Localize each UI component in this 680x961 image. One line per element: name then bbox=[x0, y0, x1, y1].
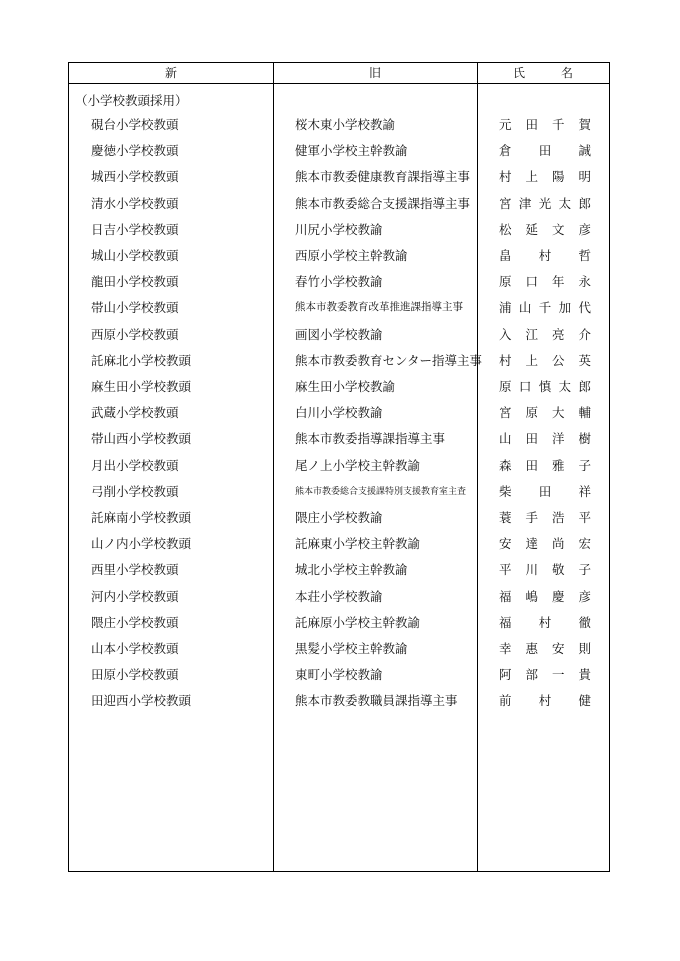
old-position: 城北小学校主幹教諭 bbox=[295, 562, 408, 578]
header-name: 氏 名 bbox=[512, 66, 573, 80]
table-row bbox=[69, 429, 609, 455]
new-position: 西里小学校教頭 bbox=[91, 562, 179, 578]
person-name: 幸 惠 安 則 bbox=[499, 641, 591, 656]
person-name: 柴 田 祥 bbox=[499, 483, 591, 499]
old-position: 本荘小学校教諭 bbox=[295, 588, 383, 604]
new-position: 河内小学校教頭 bbox=[91, 588, 179, 604]
header-old: 旧 bbox=[368, 66, 381, 80]
new-position: 武蔵小学校教頭 bbox=[91, 405, 179, 421]
old-position: 熊本市教委総合支援課特別支援教育室主査 bbox=[295, 486, 467, 497]
old-position: 西原小学校主幹教諭 bbox=[295, 248, 408, 263]
old-position: 尾ノ上小学校主幹教諭 bbox=[295, 457, 421, 473]
new-position: 託麻北小学校教頭 bbox=[91, 352, 192, 368]
table-row bbox=[69, 613, 609, 639]
new-position: 龍田小学校教頭 bbox=[91, 274, 179, 290]
table-row bbox=[69, 246, 609, 272]
new-position: 帯山西小学校教頭 bbox=[91, 431, 192, 447]
table-row bbox=[69, 639, 609, 665]
person-name: 原 口 慎 太 郎 bbox=[499, 379, 591, 394]
section-title: （小学校教頭採用） bbox=[75, 93, 188, 108]
person-name: 松 延 文 彦 bbox=[499, 221, 591, 237]
person-name: 福 村 徹 bbox=[499, 614, 591, 630]
header-divider bbox=[69, 83, 609, 84]
person-name: 前 村 健 bbox=[499, 693, 591, 709]
new-position: 慶徳小学校教頭 bbox=[91, 143, 179, 159]
personnel-table bbox=[68, 62, 610, 872]
table-row bbox=[69, 194, 609, 220]
old-position: 熊本市教委健康教育課指導主事 bbox=[295, 169, 471, 185]
old-position: 麻生田小学校教諭 bbox=[295, 379, 396, 394]
old-position: 熊本市教委教育センター指導主事 bbox=[295, 352, 483, 368]
person-name: 元 田 千 賀 bbox=[499, 117, 591, 132]
table-row bbox=[69, 351, 609, 377]
new-position: 城西小学校教頭 bbox=[91, 169, 179, 185]
new-position: 日吉小学校教頭 bbox=[91, 221, 179, 237]
old-position: 桜木東小学校教諭 bbox=[295, 117, 396, 132]
table-row bbox=[69, 141, 609, 167]
old-position: 熊本市教委教職員課指導主事 bbox=[295, 693, 458, 709]
new-position: 田迎西小学校教頭 bbox=[91, 693, 192, 709]
old-position: 健軍小学校主幹教諭 bbox=[295, 143, 408, 159]
old-position: 画図小学校教諭 bbox=[295, 326, 383, 342]
table-row bbox=[69, 482, 609, 508]
person-name: 平 川 敬 子 bbox=[499, 562, 591, 578]
old-position: 黒髪小学校主幹教諭 bbox=[295, 641, 408, 656]
old-position: 熊本市教委総合支援課指導主事 bbox=[295, 195, 471, 211]
table-row bbox=[69, 220, 609, 246]
person-name: 福 嶋 慶 彦 bbox=[499, 588, 591, 604]
old-position: 川尻小学校教諭 bbox=[295, 221, 383, 237]
new-position: 清水小学校教頭 bbox=[91, 195, 179, 211]
person-name: 浦 山 千 加 代 bbox=[499, 300, 591, 316]
new-position: 帯山小学校教頭 bbox=[91, 300, 179, 316]
header-new: 新 bbox=[164, 66, 177, 80]
table-row bbox=[69, 325, 609, 351]
person-name: 阿 部 一 貴 bbox=[499, 667, 591, 683]
person-name: 宮 津 光 太 郎 bbox=[499, 195, 591, 211]
person-name: 蓑 手 浩 平 bbox=[499, 510, 591, 525]
person-name: 山 田 洋 樹 bbox=[499, 431, 591, 447]
person-name: 宮 原 大 輔 bbox=[499, 405, 591, 421]
table-row bbox=[69, 377, 609, 403]
person-name: 倉 田 誠 bbox=[499, 143, 591, 159]
new-position: 麻生田小学校教頭 bbox=[91, 379, 192, 394]
old-position: 熊本市教委教育改革推進課指導主事 bbox=[295, 301, 463, 314]
old-position: 東町小学校教諭 bbox=[295, 667, 383, 683]
person-name: 原 口 年 永 bbox=[499, 274, 591, 290]
new-position: 山ノ内小学校教頭 bbox=[91, 536, 192, 552]
new-position: 月出小学校教頭 bbox=[91, 457, 179, 473]
table-row bbox=[69, 534, 609, 560]
person-name: 森 田 雅 子 bbox=[499, 457, 591, 473]
table-row bbox=[69, 560, 609, 586]
table-row bbox=[69, 272, 609, 298]
new-position: 田原小学校教頭 bbox=[91, 667, 179, 683]
table-row bbox=[69, 167, 609, 193]
person-name: 畠 村 哲 bbox=[499, 248, 591, 263]
new-position: 西原小学校教頭 bbox=[91, 326, 179, 342]
new-position: 弓削小学校教頭 bbox=[91, 483, 179, 499]
old-position: 託麻原小学校主幹教諭 bbox=[295, 614, 421, 630]
person-name: 村 上 陽 明 bbox=[499, 169, 591, 185]
new-position: 硯台小学校教頭 bbox=[91, 117, 179, 132]
table-row bbox=[69, 456, 609, 482]
new-position: 山本小学校教頭 bbox=[91, 641, 179, 656]
old-position: 隈庄小学校教諭 bbox=[295, 510, 383, 525]
old-position: 熊本市教委指導課指導主事 bbox=[295, 431, 446, 447]
old-position: 白川小学校教諭 bbox=[295, 405, 383, 421]
table-row bbox=[69, 298, 609, 324]
new-position: 託麻南小学校教頭 bbox=[91, 510, 192, 525]
table-row bbox=[69, 508, 609, 534]
person-name: 安 達 尚 宏 bbox=[499, 536, 591, 552]
new-position: 城山小学校教頭 bbox=[91, 248, 179, 263]
table-row bbox=[69, 691, 609, 717]
old-position: 春竹小学校教諭 bbox=[295, 274, 383, 290]
table-row bbox=[69, 403, 609, 429]
table-row bbox=[69, 665, 609, 691]
new-position: 隈庄小学校教頭 bbox=[91, 614, 179, 630]
table-row bbox=[69, 587, 609, 613]
person-name: 村 上 公 英 bbox=[499, 352, 591, 368]
old-position: 託麻東小学校主幹教諭 bbox=[295, 536, 421, 552]
person-name: 入 江 亮 介 bbox=[499, 326, 591, 342]
table-row bbox=[69, 115, 609, 141]
